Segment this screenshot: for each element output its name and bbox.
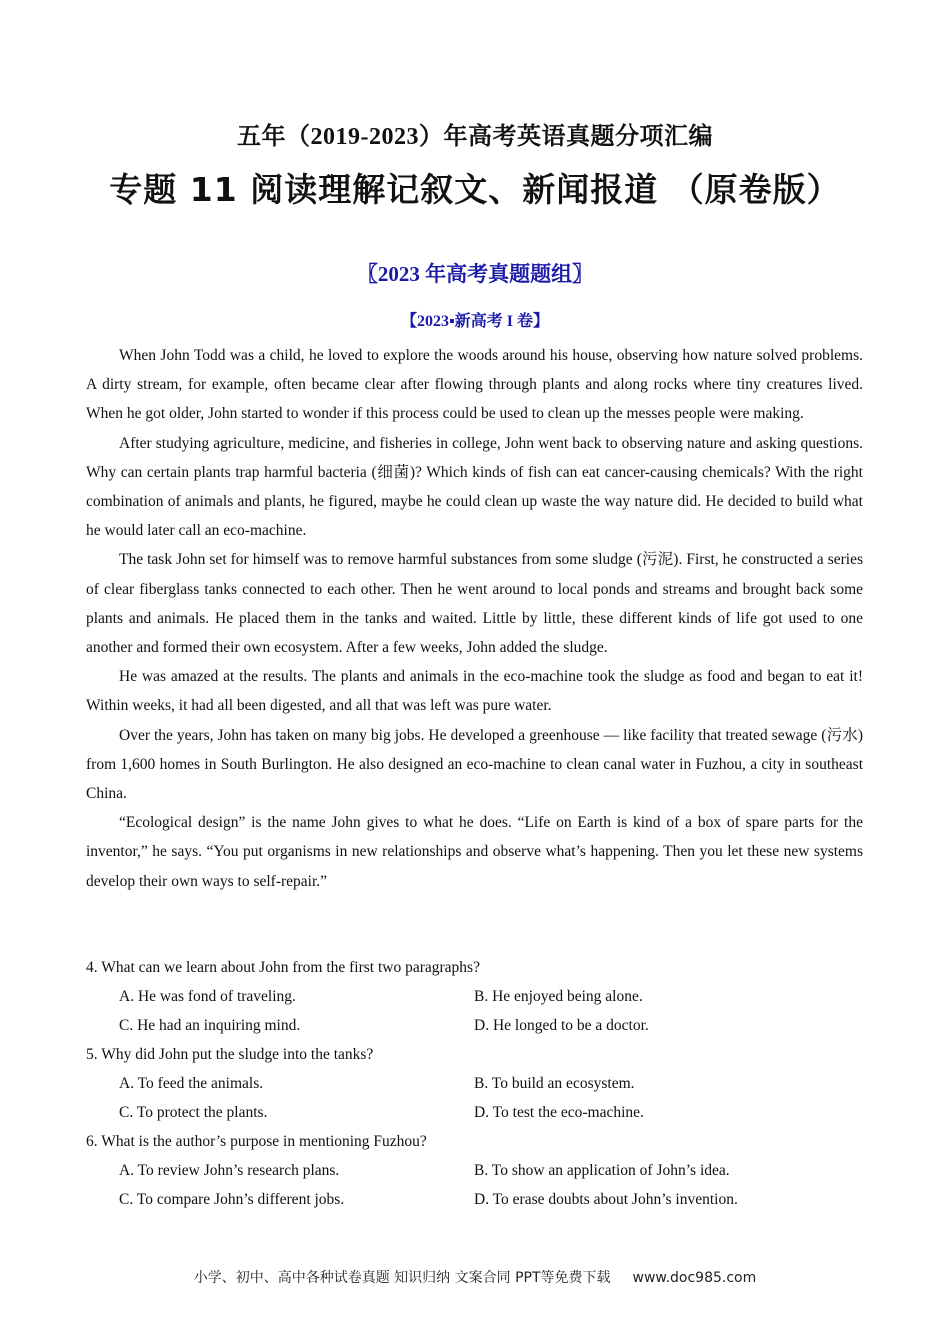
option-d: D. He longed to be a doctor. (474, 1017, 649, 1034)
section-heading: 〖2023 年高考真题题组〗 (356, 262, 594, 286)
reading-passage (86, 341, 863, 896)
option-b: B. He enjoyed being alone. (474, 988, 643, 1005)
passage-paragraph: When John Todd was a child, he loved to explore the woods around his house, observing how nature solved problems. A dirty stream, for example, often became clear after flowing through plants and along rocks where tiny creatures lived. When he got older, John started to wonder if this process could be used to clean up the messes people were making. (86, 347, 863, 423)
option-c: C. He had an inquiring mind. (119, 1017, 301, 1034)
option-row (86, 1011, 863, 1040)
option-b: B. To show an application of John’s idea. (474, 1162, 730, 1179)
option-d: D. To test the eco-machine. (474, 1104, 644, 1121)
option-a: A. To feed the animals. (119, 1075, 264, 1092)
document-title: 五年（2019-2023）年高考英语真题分项汇编 (237, 124, 713, 150)
option-c: C. To protect the plants. (119, 1104, 268, 1121)
option-b: B. To build an ecosystem. (474, 1075, 635, 1092)
passage-paragraph: Over the years, John has taken on many big jobs. He developed a greenhouse — like facility that treated sewage (污水) from 1,600 homes in South Burlington. He also designed an eco-machine to clean canal water in Fuzhou, a city in southeast China. (86, 726, 863, 803)
footer-text: 小学、初中、高中各种试卷真题 知识归纳 文案合同 PPT等免费下载 (193, 1270, 611, 1286)
passage-paragraph: The task John set for himself was to remove harmful substances from some sludge (污泥). First, he constructed a series of clear fiberglass tanks connected to each other. Then he went around to local ponds and streams and brought back some plants and animals. He placed them in the tanks and waited. Little by little, these different kinds of life got used to one another and formed their own ecosystem. After a few weeks, John added the sludge. (86, 551, 863, 657)
document-subtitle: 专题 11 阅读理解记叙文、新闻报道 （原卷版） (109, 170, 841, 209)
option-row (86, 982, 863, 1011)
page-footer (0, 1267, 950, 1287)
option-a: A. He was fond of traveling. (119, 988, 296, 1005)
question-stem: 5. Why did John put the sludge into the tanks? (86, 1046, 374, 1063)
question-stem: 4. What can we learn about John from the first two paragraphs? (86, 959, 480, 976)
passage-paragraph: “Ecological design” is the name John gives to what he does. “Life on Earth is kind of a box of spare parts for the inventor,” he says. “You put organisms in new relationships and observe what’s happening. Then you let these new systems develop their own ways to self-repair.” (86, 814, 863, 890)
option-d: D. To erase doubts about John’s invention. (474, 1191, 738, 1208)
question-6 (86, 1127, 863, 1214)
question-5 (86, 1040, 863, 1127)
option-c: C. To compare John’s different jobs. (119, 1191, 345, 1208)
exam-source-label: 【2023▪新高考 I 卷】 (401, 313, 549, 330)
option-row (86, 1156, 863, 1185)
option-a: A. To review John’s research plans. (119, 1162, 340, 1179)
option-row (86, 1185, 863, 1214)
question-stem: 6. What is the author’s purpose in mentioning Fuzhou? (86, 1133, 427, 1150)
option-row (86, 1098, 863, 1127)
passage-paragraph: He was amazed at the results. The plants and animals in the eco-machine took the sludge as food and began to eat it! Within weeks, it had all been digested, and all that was left was pure water. (86, 668, 863, 715)
option-row (86, 1069, 863, 1098)
footer-url[interactable]: www.doc985.com (632, 1270, 757, 1286)
question-4 (86, 953, 863, 1040)
question-list (86, 953, 863, 1214)
passage-paragraph: After studying agriculture, medicine, and fisheries in college, John went back to observing nature and asking questions. Why can certain plants trap harmful bacteria (细菌)? Which kinds of fish can eat cancer-causing chemicals? With the right combination of animals and plants, he figured, maybe he could clean up waste the way nature did. He decided to build what he would later call an eco-machine. (86, 434, 863, 540)
